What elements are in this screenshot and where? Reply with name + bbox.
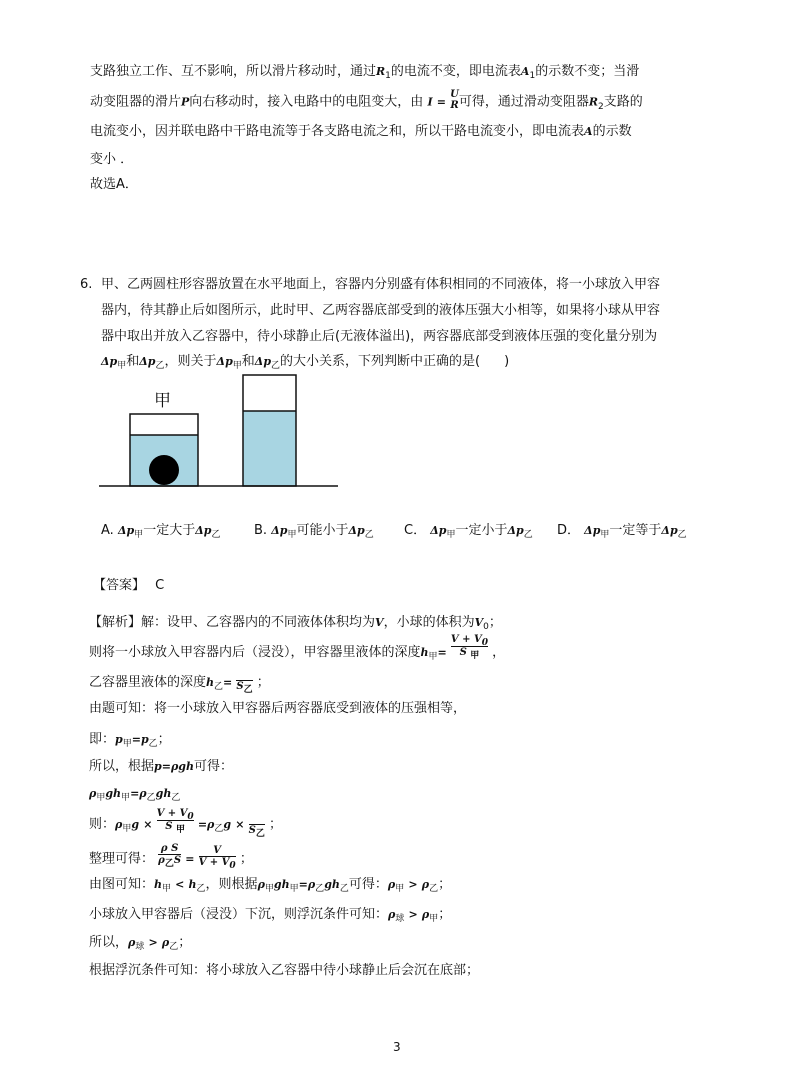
fraction-l8-right: [249, 816, 265, 837]
container-jia: [130, 414, 198, 486]
symbol-I: I: [427, 95, 433, 109]
text: ；: [268, 817, 282, 832]
delta-p: Δp: [216, 355, 233, 368]
symbol-h: h: [206, 676, 215, 689]
delta-p: Δp: [348, 524, 365, 537]
symbol-V: V: [375, 616, 384, 629]
ball: [149, 455, 179, 485]
sub-jia: 甲: [232, 361, 242, 371]
text: 乙容器里液体的深度: [89, 675, 207, 690]
text: 可得：: [348, 877, 388, 892]
analysis-line-13: 根据浮沉条件可知：将小球放入乙容器中待小球静止后会沉在底部；: [89, 963, 480, 978]
greater-than: >: [148, 936, 158, 949]
sub-yi: 乙: [677, 530, 687, 540]
text: ，: [492, 645, 506, 660]
equals: =: [161, 760, 171, 773]
sub-jia: 甲: [117, 361, 127, 371]
text: 和: [241, 354, 255, 369]
container-jia-label: 甲: [154, 391, 171, 411]
text: 小球放入甲容器后（浸没）下沉，则浮沉条件可知：: [89, 907, 389, 922]
question-line-4: [101, 353, 509, 372]
option-text: 一定大于: [143, 523, 196, 538]
text: ；: [438, 877, 452, 892]
analysis-line-12: [89, 934, 191, 953]
S: S: [173, 855, 182, 866]
symbol-h: h: [113, 787, 122, 800]
symbol-rho: ρ: [307, 878, 316, 891]
sub-jia: 甲: [122, 824, 132, 834]
symbol-rho: ρ: [139, 787, 147, 800]
sub-yi: 乙: [171, 793, 181, 803]
equals: =: [185, 852, 195, 866]
sub: 0: [483, 622, 489, 632]
analysis-line-6: [89, 758, 233, 776]
sub-jia: 甲: [289, 884, 299, 894]
numerator: V + V: [156, 808, 188, 819]
text: 即：: [89, 732, 116, 747]
symbol-rho: ρ: [161, 936, 170, 949]
symbol-R2: R: [588, 95, 599, 109]
equals: =: [130, 787, 140, 800]
sub-yi: 乙: [243, 685, 253, 695]
sub-yi: 乙: [146, 793, 156, 803]
answer: [93, 577, 164, 595]
answer-value: C: [155, 578, 165, 593]
delta-p: Δp: [661, 524, 678, 537]
sub: 0: [481, 638, 489, 648]
symbol-rho: ρ: [421, 878, 430, 891]
greater-than: >: [408, 878, 418, 891]
question-number: 6.: [80, 277, 93, 292]
sub: 1: [385, 71, 391, 81]
analysis-line-2: [89, 634, 506, 665]
times: ×: [235, 818, 245, 831]
symbol-h: h: [163, 787, 172, 800]
text: 电流变小，因并联电路中干路电流等于各支路电流之和，所以干路电流变小，即电流表: [90, 124, 585, 139]
container-jia-liquid: [130, 435, 198, 486]
delta-p: Δp: [117, 524, 135, 537]
question-line-1: 甲、乙两圆柱形容器放置在水平地面上，容器内分别盛有体积相同的不同液体，将一小球放入甲容: [101, 277, 661, 292]
text: 所以，根据: [89, 759, 155, 774]
numerator: U: [450, 89, 459, 100]
denominator: S: [236, 681, 244, 692]
text: 则将一小球放入甲容器内后（浸没），甲容器里液体的深度: [89, 645, 421, 660]
sub-yi: 乙: [255, 829, 265, 839]
symbol-p: p: [154, 760, 162, 773]
text: 的示数: [592, 124, 632, 139]
option-letter: D．: [557, 523, 581, 538]
fraction-l8-left: [157, 808, 194, 833]
denominator: S: [459, 647, 467, 658]
text: 可得，通过滑动变阻器: [458, 94, 589, 110]
option-text: 一定等于: [609, 523, 662, 538]
symbol-g: g: [223, 818, 232, 831]
symbol-g: g: [105, 787, 114, 800]
text: ；: [256, 675, 270, 690]
sub-jia: 甲: [395, 884, 405, 894]
option-letter: C．: [404, 523, 427, 538]
sub-yi: 乙: [211, 530, 221, 540]
sub-jia: 甲: [470, 651, 480, 661]
symbol-rho: ρ: [128, 936, 136, 949]
equals: =: [131, 733, 141, 746]
symbol-P: P: [181, 95, 190, 109]
symbol-A: A: [584, 125, 593, 138]
delta-p: Δp: [139, 355, 156, 368]
sub-yi: 乙: [148, 739, 158, 749]
numerator: V + V: [450, 634, 482, 645]
analysis-line-7: [89, 785, 180, 804]
delta-p: Δp: [584, 524, 601, 537]
symbol-h: h: [185, 760, 194, 773]
text: 动变阻器的滑片: [90, 94, 182, 110]
sub-jia: 甲: [600, 530, 610, 540]
text: 向右移动时，接入电路中的电阻变大，由: [189, 94, 424, 110]
equals: =: [197, 818, 208, 831]
symbol-h: h: [331, 878, 340, 891]
symbol-g: g: [178, 760, 186, 773]
analysis-line-8: [89, 808, 282, 839]
sub-jia: 甲: [264, 884, 274, 894]
text: 【解析】解：设甲、乙容器内的不同液体体积均为: [89, 615, 376, 630]
rho: ρ: [160, 843, 168, 854]
text: ；: [239, 851, 253, 867]
page-number: 3: [393, 1040, 401, 1054]
prev-line-2: [90, 91, 643, 113]
option-c: [404, 522, 533, 541]
sub-yi: 乙: [364, 530, 374, 540]
text: 所以，: [89, 935, 129, 950]
question-line-3: 器中取出并放入乙容器中，待小球静止后(无液体溢出)，两容器底部受到液体压强的变化量分别为: [101, 329, 658, 344]
symbol-rho: ρ: [170, 760, 179, 773]
prev-line-1: [90, 63, 639, 82]
analysis-line-1: [89, 614, 502, 633]
denominator: S: [248, 825, 256, 836]
equals: =: [437, 646, 447, 659]
analysis-line-10: [89, 876, 451, 895]
text: 由图可知：: [89, 877, 155, 892]
symbol-g: g: [324, 878, 332, 891]
sub-yi: 乙: [164, 859, 174, 869]
delta-p: Δp: [101, 355, 118, 368]
option-d: [557, 522, 687, 541]
sub: 0: [229, 861, 236, 871]
text: ，则根据: [205, 877, 258, 892]
symbol-p: p: [140, 733, 149, 746]
sub-yi: 乙: [214, 824, 224, 834]
text: 的电流不变，即电流表: [390, 64, 521, 79]
sub: 2: [598, 101, 604, 112]
symbol-A1: A: [520, 65, 530, 78]
answer-label: 【答案】: [93, 578, 146, 593]
option-b: [254, 522, 374, 541]
sub-yi: 乙: [196, 884, 206, 894]
fraction-h-jia: [451, 634, 488, 659]
analysis-line-9: [89, 843, 253, 871]
symbol-g: g: [131, 818, 140, 831]
text: 的大小关系，下列判断中正确的是(: [280, 354, 481, 369]
symbol-eq: =: [436, 95, 446, 109]
delta-p: Δp: [195, 524, 212, 537]
prev-line-4: 变小 ．: [90, 152, 134, 167]
delta-p: Δp: [271, 524, 288, 537]
fraction-h-yi: [236, 672, 252, 693]
analysis-line-5: [89, 731, 171, 750]
fraction-l9-right: [199, 845, 236, 869]
option-a: [101, 522, 220, 541]
container-yi-liquid: [243, 411, 296, 486]
analysis-line-11: [89, 906, 451, 925]
text: ；: [157, 732, 171, 747]
sub-qiu: 球: [395, 914, 405, 924]
delta-p: Δp: [430, 524, 447, 537]
text: 整理可得：: [89, 851, 155, 867]
symbol-h: h: [281, 878, 290, 891]
symbol-h: h: [188, 878, 197, 891]
sub-jia: 甲: [429, 914, 439, 924]
symbol-R1: R: [376, 65, 386, 78]
symbol-p: p: [115, 733, 123, 746]
symbol-V0: V: [474, 616, 484, 629]
rho: ρ: [158, 855, 165, 866]
symbol-g: g: [155, 787, 164, 800]
option-text: 一定小于: [455, 523, 508, 538]
delta-p: Δp: [507, 524, 524, 537]
numerator: V: [213, 845, 221, 856]
prev-line-3: [90, 123, 632, 141]
text: 则：: [89, 817, 116, 832]
sub-yi: 乙: [339, 884, 349, 894]
analysis-line-4: 由题可知：将一小球放入甲容器后两容器底受到液体的压强相等，: [89, 701, 467, 716]
greater-than: >: [408, 908, 418, 921]
fraction-l9-left: [158, 843, 181, 867]
question-line-2: 器内，待其静止后如图所示，此时甲、乙两容器底部受到的液体压强大小相等，如果将小球从甲容: [101, 303, 661, 318]
delta-p: Δp: [254, 355, 272, 368]
analysis-line-3: [89, 672, 270, 693]
text: ): [504, 354, 510, 369]
sub-jia: 甲: [446, 530, 456, 540]
equals: =: [223, 676, 233, 689]
symbol-rho: ρ: [207, 818, 215, 831]
sub-jia: 甲: [162, 884, 172, 894]
times: ×: [143, 818, 153, 831]
option-letter: A.: [101, 523, 114, 538]
symbol-rho: ρ: [421, 908, 430, 921]
sub-yi: 乙: [214, 682, 224, 692]
sub-yi: 乙: [155, 361, 165, 371]
sub-jia: 甲: [121, 793, 131, 803]
sub: 0: [187, 812, 194, 822]
sub-jia: 甲: [122, 739, 132, 749]
sub-jia: 甲: [134, 530, 144, 540]
text: ；: [438, 907, 452, 922]
sub-yi: 乙: [315, 884, 325, 894]
sub-yi: 乙: [429, 884, 439, 894]
sub-jia: 甲: [287, 530, 297, 540]
denominator: S: [165, 821, 173, 832]
symbol-rho: ρ: [387, 878, 396, 891]
sub-yi: 乙: [523, 530, 533, 540]
sub-yi: 乙: [169, 942, 179, 952]
denominator: R: [450, 100, 459, 111]
text: 支路独立工作、互不影响，所以滑片移动时，通过: [90, 64, 377, 79]
text: 和: [126, 354, 140, 369]
symbol-h: h: [420, 646, 429, 659]
symbol-rho: ρ: [257, 878, 265, 891]
option-letter: B.: [254, 523, 268, 538]
text: ；: [178, 935, 192, 950]
symbol-g: g: [273, 878, 282, 891]
S: S: [171, 843, 179, 854]
less-than: <: [175, 878, 185, 891]
text: 支路的: [603, 94, 643, 110]
sub-jia: 甲: [96, 793, 106, 803]
denominator: V + V: [198, 857, 230, 868]
symbol-rho: ρ: [89, 787, 97, 800]
sub-yi: 乙: [271, 361, 281, 371]
symbol-rho: ρ: [115, 818, 123, 831]
sub: 1: [529, 71, 536, 81]
prev-line-5: 故选A．: [90, 177, 138, 192]
equals: =: [298, 878, 308, 891]
text: ；: [488, 615, 502, 630]
text: 可得：: [193, 759, 233, 774]
fraction-U-over-R: [450, 89, 459, 111]
container-yi: [243, 375, 296, 486]
sub-jia: 甲: [175, 825, 185, 835]
option-text: 可能小于: [296, 523, 349, 538]
symbol-h: h: [154, 878, 163, 891]
symbol-rho: ρ: [388, 908, 396, 921]
text: ，小球的体积为: [383, 615, 475, 630]
text: ，则关于: [164, 354, 217, 369]
sub-qiu: 球: [135, 942, 145, 952]
sub-jia: 甲: [428, 652, 438, 662]
text: 的示数不变；当滑: [535, 64, 640, 79]
